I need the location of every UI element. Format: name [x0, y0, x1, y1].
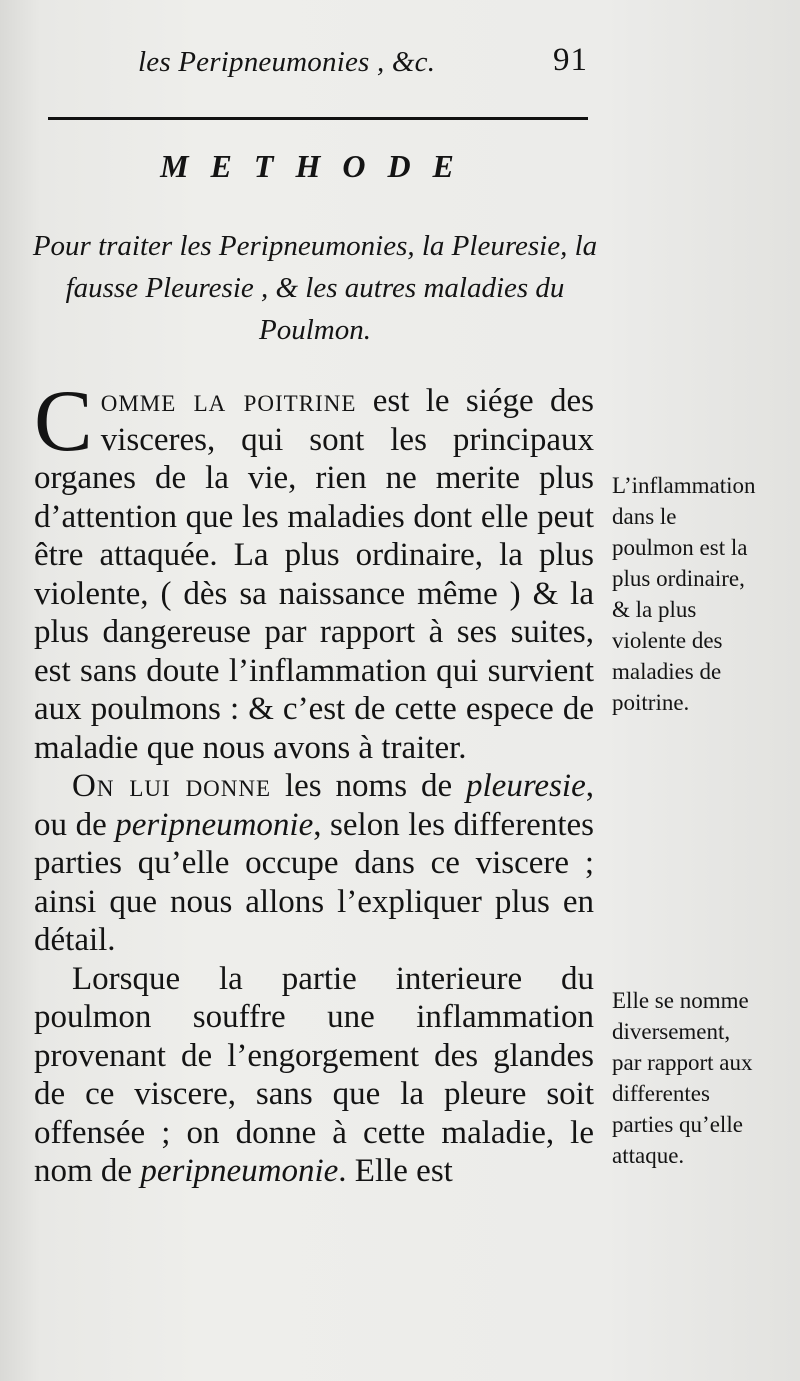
paragraph-2-text-c: , selon les differentes parties qu’elle occupe dans ce viscere ; ainsi que nous allons l’expliquer plus en détail.: [34, 806, 594, 958]
drop-cap: C: [34, 373, 93, 470]
page-header: [48, 40, 588, 90]
paragraph-2-text-a: les noms de: [271, 768, 466, 804]
paragraph-2: [34, 767, 594, 960]
running-title: les Peripneumonies , &c.: [138, 46, 436, 78]
marginal-note-1: L’inflammation dans le poulmon est la plus ordinaire, & la plus violente des maladies de poitrine.: [612, 473, 756, 715]
term-peripneumonie-2: peripneumonie: [140, 1153, 339, 1189]
marginal-note-2: Elle se nomme diversement, par rapport aux differentes parties qu’elle attaque.: [612, 988, 753, 1168]
header-rule: [48, 117, 588, 120]
term-peripneumonie: peripneumonie: [115, 806, 314, 843]
chapter-title: METHODE: [160, 148, 476, 184]
paragraph-1-text: est le siége des visceres, qui sont les principaux organes de la vie, rien ne merite plus d’attention que les maladies dont elle peut être attaquée. La plus ordinaire, la plus violente, ( dès sa naissance même ) & la plus dangereuse par rapport à ses suites, est sans doute l’inflammation qui survient aux poulmons : & c’est de cette espece de maladie que nous avons à traiter.: [34, 383, 594, 766]
paragraph-1: [34, 373, 594, 767]
paragraph-3: [34, 960, 594, 1191]
body-text: [34, 373, 594, 1191]
paragraph-3-text-a: Lorsque la partie interieure du poulmon souffre une inflammation provenant de l’engorgement des glandes de ce viscere, sans que la pleure soit offensée ; on donne à cette maladie, le nom de: [34, 960, 594, 1189]
page-number: 91: [553, 42, 588, 78]
paragraph-1-opening: omme la poitrine: [100, 383, 357, 419]
chapter-subtitle: Pour traiter les Peripneumonies, la Pleuresie, la fausse Pleuresie , & les autres maladies du Poulmon.: [32, 230, 598, 346]
paragraph-3-text-b: . Elle est: [338, 1153, 453, 1189]
paragraph-2-text-b: , ou de: [34, 768, 594, 843]
paragraph-2-opening: On lui donne: [72, 768, 272, 804]
term-pleuresie: pleuresie: [466, 768, 586, 804]
